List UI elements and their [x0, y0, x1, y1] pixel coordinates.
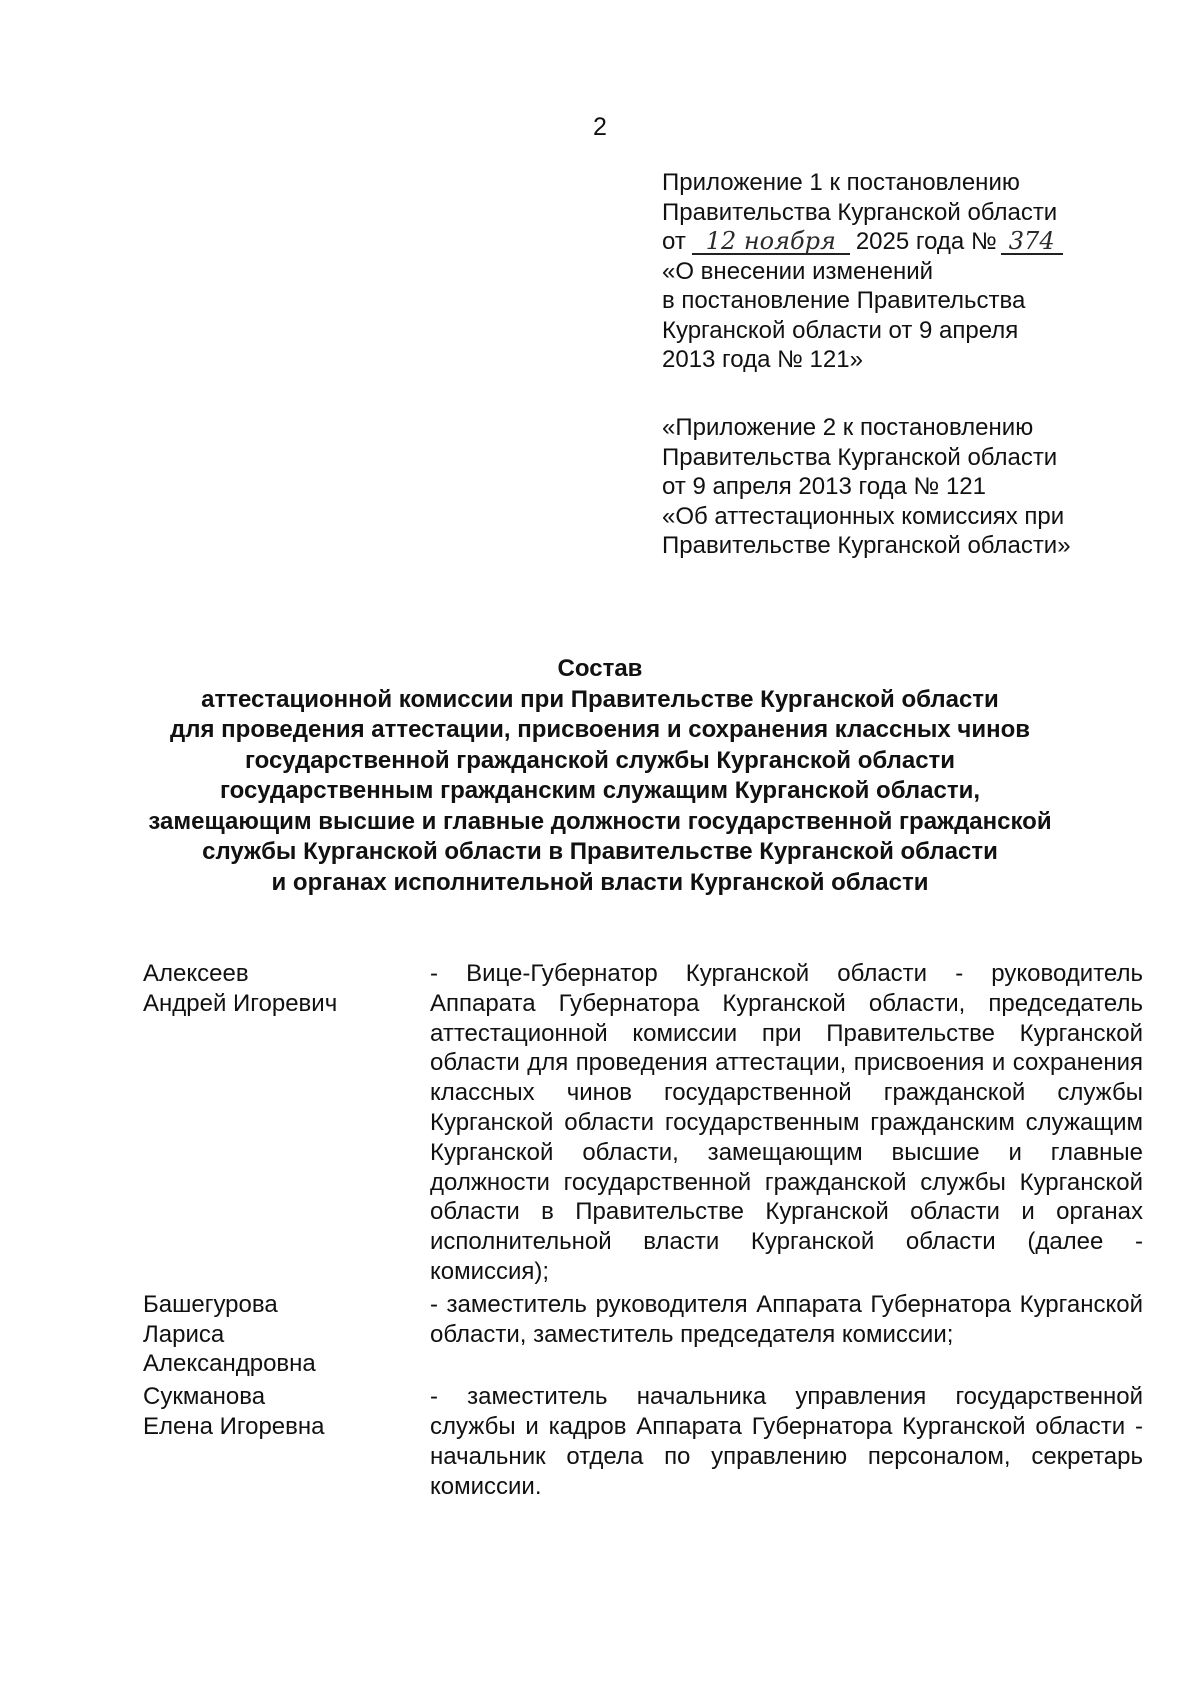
member-row — [143, 959, 1143, 1287]
title-heading: Состав — [557, 655, 643, 682]
handwritten-date: 12 ноября — [692, 229, 850, 255]
member-row — [143, 1382, 1143, 1501]
member-name — [143, 1382, 430, 1501]
appendix-1-line-7: 2013 года № 121» — [662, 346, 863, 373]
appendix-1-line-5: в постановление Правительства — [662, 287, 1026, 314]
title-line: для проведения аттестации, присвоения и сохранения классных чинов — [170, 716, 1030, 743]
appendix-2-block — [662, 413, 1132, 561]
appendix-1-line-2: Правительства Курганской области — [662, 198, 1058, 226]
title-line: государственной гражданской службы Курганской области — [244, 746, 956, 774]
member-role: - заместитель начальника управления государственной службы и кадров Аппарата Губернатора Курганской области - начальник отдела по управлению персоналом, секретарь комиссии. — [430, 1383, 1143, 1500]
member-name — [143, 959, 430, 1287]
appendix-2-line-4: «Об аттестационных комиссиях при — [662, 502, 1065, 530]
member-name-line: Елена Игоревна — [143, 1412, 325, 1440]
member-name-line: Лариса — [143, 1320, 225, 1348]
year-text: 2025 года № — [855, 228, 997, 255]
member-row — [143, 1290, 1143, 1379]
appendix-2-line-2: Правительства Курганской области — [662, 443, 1058, 471]
members-list — [143, 959, 1143, 1504]
page-number: 2 — [593, 113, 607, 141]
member-name-line: Андрей Игоревич — [143, 989, 338, 1017]
member-name-line: Алексеев — [143, 960, 249, 987]
title-line: и органах исполнительной власти Курганской области — [271, 868, 929, 896]
appendix-1-line-1: Приложение 1 к постановлению — [662, 169, 1020, 196]
title-line: государственным гражданским служащим Курганской области, — [219, 777, 981, 804]
member-name-line: Башегурова — [143, 1290, 278, 1318]
member-name — [143, 1290, 430, 1379]
appendix-2-line-1: «Приложение 2 к постановлению — [662, 414, 1034, 441]
member-name-line: Александровна — [143, 1350, 316, 1378]
appendix-2-line-5: Правительстве Курганской области» — [662, 532, 1071, 559]
appendix-1-date-line — [662, 227, 1132, 257]
member-role: - заместитель руководителя Аппарата Губернатора Курганской области, заместитель председателя комиссии; — [430, 1290, 1143, 1348]
title-line: замещающим высшие и главные должности государственной гражданской — [148, 807, 1052, 835]
appendix-1-line-4: «О внесении изменений — [662, 257, 934, 285]
member-name-line: Сукманова — [143, 1383, 266, 1411]
handwritten-number: 374 — [1001, 229, 1063, 255]
appendix-1-block — [662, 168, 1132, 375]
document-title — [0, 654, 1200, 898]
date-prefix: от — [662, 228, 686, 255]
appendix-2-line-3: от 9 апреля 2013 года № 121 — [662, 473, 986, 500]
title-line: службы Курганской области в Правительстве Курганской области — [202, 838, 998, 865]
member-role: - Вице-Губернатор Курганской области - руководитель Аппарата Губернатора Курганской области, председатель аттестационной комиссии при Правительстве Курганской области для проведения аттестации, присвоения и сохранения классных чинов государственной гражданской службы Курганской области государственным гражданским служащим Курганской области, замещающим высшие и главные должности государственной гражданской службы Курганской области в Правительстве Курганской области и органах исполнительной власти Курганской области (далее - комиссия); — [430, 960, 1143, 1285]
title-line: аттестационной комиссии при Правительстве Курганской области — [201, 685, 999, 713]
appendix-1-line-6: Курганской области от 9 апреля — [662, 316, 1019, 344]
